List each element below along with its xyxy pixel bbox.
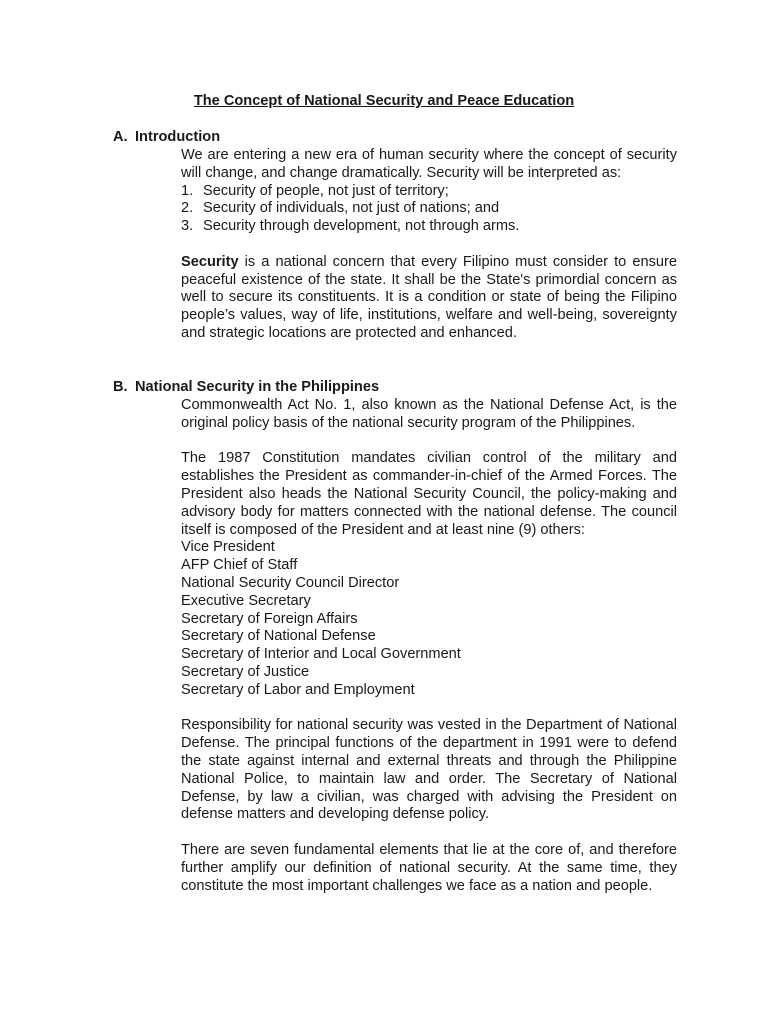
section-b-title: National Security in the Philippines [135, 379, 380, 395]
list-item-text: Security of people, not just of territory; [203, 182, 449, 199]
council-members-list [181, 539, 677, 699]
council-member: Secretary of Justice [181, 663, 310, 680]
paragraph-spacer [181, 236, 677, 254]
list-item-text: Security of individuals, not just of nations; and [203, 200, 500, 217]
list-item [181, 183, 677, 201]
list-item-text: Security through development, not through arms. [203, 218, 520, 235]
paragraph-spacer [181, 700, 677, 718]
constitution-paragraph: The 1987 Constitution mandates civilian control of the military and establishes the President as commander-in-chief of the Armed Forces. The President also heads the National Security Council, the policy-making and advisory body for matters connected with the national defense. The council itself is composed of the President and at least nine (9) others: [181, 450, 677, 538]
section-b-heading [113, 379, 379, 397]
document-title: The Concept of National Security and Peace Education [193, 93, 575, 109]
list-item [181, 218, 677, 236]
council-member: Vice President [181, 539, 275, 556]
council-member: National Security Council Director [181, 574, 400, 591]
council-member: AFP Chief of Staff [181, 557, 298, 574]
security-paragraph-text: is a national concern that every Filipino must consider to ensure peaceful existence of the state. It shall be the State's primordial concern as well to secure its constituents. It is a condition or state of being the Filipino people’s values, way of life, institutions, welfare and well-being, sovereignty and strategic locations are protected and enhanced. [181, 253, 677, 341]
section-b-body [181, 397, 677, 895]
section-a-body [181, 147, 677, 343]
security-interpretation-list [181, 183, 677, 236]
section-a-title: Introduction [135, 129, 221, 145]
section-b-letter: B. [113, 379, 128, 395]
list-item-number: 2. [181, 200, 194, 217]
list-item [181, 200, 677, 218]
department-responsibility-paragraph: Responsibility for national security was vested in the Department of National Defense. The principal functions of the department in 1991 were to defend the state against internal and external threats and through the Philippine National Police, to maintain law and order. The Secretary of National Defense, by law a civilian, was charged with advising the President on defense matters and developing defense policy. [181, 717, 677, 823]
council-member: Executive Secretary [181, 592, 311, 609]
council-member: Secretary of Labor and Employment [181, 681, 415, 698]
paragraph-spacer [181, 824, 677, 842]
list-item-number: 1. [181, 182, 194, 199]
fundamental-elements-paragraph: There are seven fundamental elements that lie at the core of, and therefore further amplify our definition of national security. At the same time, they constitute the most important challenges we face as a nation and people. [181, 841, 677, 894]
security-paragraph [181, 254, 677, 343]
council-member: Secretary of Foreign Affairs [181, 610, 358, 627]
national-defense-act-paragraph: Commonwealth Act No. 1, also known as the National Defense Act, is the original policy basis of the national security program of the Philippines. [181, 397, 677, 431]
paragraph-spacer [181, 433, 677, 451]
section-a-heading [113, 129, 220, 147]
security-term: Security [181, 253, 239, 270]
section-a-letter: A. [113, 129, 128, 145]
intro-paragraph: We are entering a new era of human security where the concept of security will change, and change dramatically. Security will be interpreted as: [181, 147, 677, 181]
council-member: Secretary of Interior and Local Government [181, 646, 461, 663]
list-item-number: 3. [181, 218, 194, 235]
council-member: Secretary of National Defense [181, 628, 376, 645]
